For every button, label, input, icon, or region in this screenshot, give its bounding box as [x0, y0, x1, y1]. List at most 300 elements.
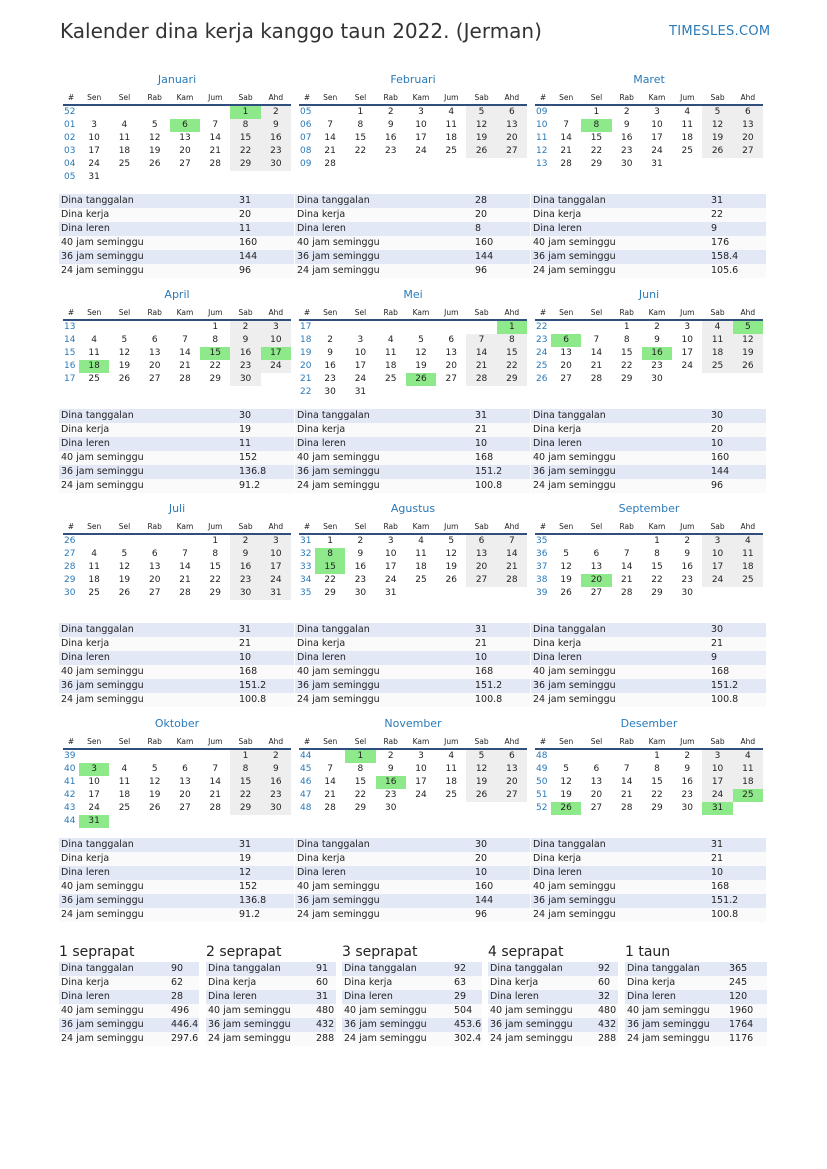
stat-value: 62 — [169, 976, 199, 990]
month-grid — [63, 520, 291, 600]
day-cell: 29 — [209, 374, 221, 384]
weekday-header: Jum — [672, 735, 702, 749]
day-cell: 20 — [179, 146, 191, 156]
day-cell: 20 — [733, 132, 763, 145]
day-cell: 18 — [445, 133, 457, 143]
week-row — [299, 360, 527, 373]
week-number: 20 — [300, 361, 312, 371]
day-cell: 13 — [148, 562, 161, 572]
day-cell — [230, 815, 260, 828]
weekday-header: # — [299, 91, 315, 105]
day-cell: 7 — [212, 764, 219, 774]
day-cell: 9 — [623, 120, 630, 130]
stat-value: 11 — [237, 437, 294, 451]
day-cell — [436, 320, 466, 334]
day-cell: 19 — [560, 575, 572, 585]
day-cell: 15 — [209, 562, 221, 572]
weekday-header: Sab — [230, 520, 260, 534]
week-row — [63, 802, 291, 815]
stat-value: 144 — [473, 250, 530, 264]
stat-label: Dina leren — [59, 866, 237, 880]
month-stats — [531, 194, 766, 278]
day-cell — [497, 158, 527, 171]
day-cell — [109, 534, 139, 548]
stat-value: 504 — [452, 1004, 482, 1018]
stat-value: 28 — [169, 990, 199, 1004]
week-row — [63, 320, 291, 334]
week-row — [299, 105, 527, 119]
stat-value: 90 — [169, 962, 199, 976]
day-cell: 23 — [384, 790, 397, 800]
stat-label: Dina kerja — [295, 208, 473, 222]
stat-label: Dina kerja — [295, 637, 473, 651]
day-cell: 27 — [445, 374, 457, 384]
weekday-header: # — [535, 91, 551, 105]
day-cell — [200, 171, 230, 184]
stat-value: 30 — [709, 623, 766, 637]
week-row — [299, 776, 527, 789]
week-number: 06 — [300, 120, 312, 130]
day-cell: 6 — [151, 335, 158, 345]
week-number: 35 — [300, 588, 312, 598]
day-cell: 29 — [651, 803, 663, 813]
weekday-header: Sab — [702, 306, 732, 320]
weekday-header: Rab — [612, 735, 642, 749]
day-cell: 5 — [466, 749, 496, 763]
stat-label: Dina leren — [59, 651, 237, 665]
week-number: 02 — [64, 133, 76, 143]
stat-label: 24 jam seminggu — [59, 693, 237, 707]
stat-label: 36 jam seminggu — [531, 250, 709, 264]
week-row — [299, 334, 527, 347]
day-cell: 31 — [79, 815, 109, 828]
summary-stats — [625, 962, 767, 1046]
day-cell: 28 — [209, 159, 221, 169]
month-calendar — [63, 717, 291, 828]
day-cell: 2 — [357, 536, 364, 546]
month-stats — [59, 194, 294, 278]
stat-value: 168 — [473, 665, 530, 679]
brand-logo[interactable]: TIMESLES.COM — [669, 24, 771, 39]
stat-value: 496 — [169, 1004, 199, 1018]
day-cell: 19 — [415, 361, 427, 371]
day-cell: 12 — [560, 562, 572, 572]
day-cell: 13 — [179, 133, 191, 143]
stat-value: 19 — [237, 423, 294, 437]
week-number: 33 — [300, 562, 312, 572]
day-cell: 30 — [354, 588, 367, 598]
weekday-header: Sab — [466, 91, 496, 105]
day-cell: 16 — [324, 361, 336, 371]
day-cell: 25 — [702, 360, 732, 373]
week-number: 52 — [536, 803, 548, 813]
day-cell: 11 — [88, 562, 100, 572]
week-number: 15 — [64, 348, 76, 358]
stat-label: 40 jam seminggu — [59, 665, 237, 679]
day-cell: 16 — [681, 777, 693, 787]
day-cell: 8 — [230, 119, 260, 132]
day-cell: 4 — [387, 335, 394, 345]
stat-label: Dina kerja — [59, 423, 237, 437]
stat-label: Dina leren — [295, 866, 473, 880]
day-cell — [551, 534, 581, 548]
day-cell: 14 — [620, 777, 633, 787]
day-cell: 15 — [315, 561, 345, 574]
stat-value: 168 — [709, 880, 766, 894]
day-cell — [406, 386, 436, 399]
weekday-header: Jum — [436, 520, 466, 534]
day-cell — [170, 171, 200, 184]
day-cell: 24 — [415, 146, 427, 156]
day-cell: 14 — [324, 133, 336, 143]
stat-value: 168 — [709, 665, 766, 679]
day-cell — [466, 802, 496, 815]
weekday-header: Sab — [230, 735, 260, 749]
month-name: Agustus — [390, 502, 436, 515]
week-number: 48 — [536, 751, 548, 761]
week-row — [63, 334, 291, 347]
day-cell: 30 — [620, 159, 633, 169]
stat-label: 36 jam seminggu — [488, 1018, 596, 1032]
day-cell — [406, 320, 436, 334]
month-calendar — [299, 502, 527, 600]
stat-value: 96 — [473, 908, 530, 922]
stat-value: 158.4 — [709, 250, 766, 264]
stat-label: 24 jam seminggu — [59, 1032, 169, 1046]
day-cell: 21 — [466, 360, 496, 373]
day-cell: 4 — [448, 107, 455, 117]
weekday-header: # — [63, 91, 79, 105]
day-cell: 1 — [230, 105, 260, 119]
stat-label: Dina tanggalan — [531, 194, 709, 208]
stat-label: Dina kerja — [488, 976, 596, 990]
day-cell: 17 — [261, 347, 291, 360]
weekday-header: Kam — [642, 735, 672, 749]
stat-value: 1764 — [727, 1018, 767, 1032]
day-cell: 14 — [560, 133, 572, 143]
day-cell: 24 — [702, 789, 732, 802]
stat-value: 91.2 — [237, 479, 294, 493]
day-cell: 8 — [654, 764, 660, 774]
week-number: 29 — [64, 575, 76, 585]
stat-label: 24 jam seminggu — [295, 264, 473, 278]
day-cell — [733, 587, 763, 600]
day-cell: 1 — [357, 107, 364, 117]
day-cell: 19 — [118, 575, 131, 585]
week-row — [299, 574, 527, 587]
day-cell: 4 — [448, 751, 455, 761]
day-cell: 26 — [118, 374, 131, 384]
stat-label: 36 jam seminggu — [342, 1018, 452, 1032]
stat-value: 100.8 — [709, 908, 766, 922]
day-cell: 24 — [261, 360, 291, 373]
stat-value: 20 — [709, 423, 766, 437]
day-cell — [376, 158, 406, 171]
stat-label: Dina leren — [295, 222, 473, 236]
day-cell: 24 — [88, 159, 100, 169]
day-cell — [406, 587, 436, 600]
weekday-header: Rab — [140, 306, 170, 320]
week-number: 42 — [64, 790, 76, 800]
stat-label: 36 jam seminggu — [59, 250, 237, 264]
stat-label: 24 jam seminggu — [59, 908, 237, 922]
day-cell — [261, 815, 291, 828]
day-cell: 25 — [733, 789, 763, 802]
weekday-header: Ahd — [733, 306, 763, 320]
stat-label: 24 jam seminggu — [531, 908, 709, 922]
day-cell: 22 — [324, 575, 336, 585]
day-cell: 19 — [118, 361, 131, 371]
day-cell: 16 — [384, 133, 397, 143]
day-cell — [406, 802, 436, 815]
day-cell: 13 — [497, 763, 527, 776]
day-cell: 1 — [230, 749, 260, 763]
day-cell — [702, 158, 732, 171]
month-stats — [531, 838, 766, 922]
week-number: 47 — [300, 790, 312, 800]
day-cell: 17 — [384, 562, 397, 572]
weekday-header: Jum — [200, 735, 230, 749]
stat-label: Dina leren — [59, 990, 169, 1004]
stat-label: Dina tanggalan — [295, 194, 473, 208]
stat-label: Dina kerja — [531, 637, 709, 651]
weekday-header: Ahd — [261, 735, 291, 749]
summary-title: 4 seprapat — [488, 944, 564, 960]
day-cell: 10 — [415, 764, 427, 774]
week-row — [299, 789, 527, 802]
day-cell — [79, 534, 109, 548]
day-cell: 18 — [681, 133, 693, 143]
day-cell: 22 — [209, 361, 221, 371]
week-row — [299, 763, 527, 776]
day-cell: 17 — [415, 133, 427, 143]
stat-value: 60 — [314, 976, 336, 990]
day-cell: 14 — [466, 347, 496, 360]
day-cell — [551, 320, 581, 334]
stat-label: 24 jam seminggu — [531, 693, 709, 707]
week-number: 10 — [536, 120, 548, 130]
weekday-header: Sen — [551, 91, 581, 105]
day-cell — [345, 158, 375, 171]
weekday-header: Sen — [315, 520, 345, 534]
day-cell: 27 — [497, 145, 527, 158]
weekday-header: Ahd — [261, 520, 291, 534]
day-cell — [140, 320, 170, 334]
day-cell: 21 — [497, 561, 527, 574]
week-number: 38 — [536, 575, 548, 585]
weekday-header: Jum — [200, 306, 230, 320]
day-cell: 24 — [88, 803, 100, 813]
day-cell: 2 — [387, 107, 394, 117]
day-cell — [581, 320, 611, 334]
stat-value: 302.4 — [454, 1033, 482, 1044]
day-cell: 25 — [384, 374, 397, 384]
day-cell: 3 — [261, 320, 291, 334]
day-cell: 16 — [230, 561, 260, 574]
week-number: 14 — [64, 335, 76, 345]
weekday-header: Ahd — [261, 306, 291, 320]
stat-value: 152 — [237, 451, 294, 465]
day-cell: 28 — [179, 374, 191, 384]
week-row — [535, 373, 763, 386]
stat-label: Dina tanggalan — [59, 623, 237, 637]
day-cell: 30 — [681, 588, 693, 598]
month-calendar — [63, 288, 291, 386]
day-cell: 27 — [148, 374, 161, 384]
day-cell: 30 — [651, 374, 663, 384]
stat-value: 168 — [237, 665, 294, 679]
week-number: 07 — [300, 133, 312, 143]
week-row — [63, 534, 291, 548]
week-row — [535, 561, 763, 574]
stat-label: Dina leren — [531, 866, 709, 880]
day-cell: 21 — [620, 790, 633, 800]
day-cell: 25 — [733, 574, 763, 587]
stat-value: 168 — [473, 451, 530, 465]
week-row — [535, 320, 763, 334]
day-cell: 28 — [324, 159, 336, 169]
stat-label: 24 jam seminggu — [531, 479, 709, 493]
stat-value: 151.2 — [473, 465, 530, 479]
day-cell — [497, 386, 527, 399]
day-cell: 16 — [620, 133, 633, 143]
weekday-header: Jum — [672, 306, 702, 320]
day-cell: 7 — [327, 764, 333, 774]
week-number: 25 — [536, 361, 548, 371]
stat-value: 160 — [473, 880, 530, 894]
stat-value: 11 — [237, 222, 294, 236]
week-row — [63, 119, 291, 132]
stat-value: 144 — [473, 894, 530, 908]
day-cell: 16 — [261, 776, 291, 789]
day-cell: 5 — [121, 335, 128, 345]
stat-label: Dina leren — [488, 990, 596, 1004]
day-cell: 27 — [590, 803, 603, 813]
day-cell: 28 — [179, 588, 191, 598]
stat-label: 24 jam seminggu — [295, 693, 473, 707]
stat-value: 136.8 — [237, 465, 294, 479]
stat-label: 24 jam seminggu — [488, 1032, 596, 1046]
weekday-header: Kam — [406, 735, 436, 749]
day-cell: 30 — [384, 803, 397, 813]
summary-stats — [342, 962, 482, 1046]
day-cell: 3 — [79, 763, 109, 776]
week-row — [535, 132, 763, 145]
week-row — [299, 158, 527, 171]
month-stats — [531, 409, 766, 493]
week-number: 09 — [536, 107, 548, 117]
day-cell: 2 — [230, 320, 260, 334]
day-cell: 15 — [590, 133, 603, 143]
weekday-header: Rab — [376, 520, 406, 534]
week-number: 30 — [64, 588, 76, 598]
day-cell: 13 — [560, 348, 572, 358]
week-number: 51 — [536, 790, 548, 800]
summary-title: 1 seprapat — [59, 944, 135, 960]
day-cell: 21 — [179, 361, 191, 371]
day-cell — [612, 534, 642, 548]
stat-value: 96 — [237, 264, 294, 278]
month-calendar — [299, 288, 527, 399]
stat-value: 176 — [709, 236, 766, 250]
day-cell — [315, 320, 345, 334]
day-cell: 3 — [684, 322, 691, 332]
day-cell: 15 — [651, 562, 663, 572]
week-number: 13 — [64, 322, 76, 332]
day-cell: 21 — [560, 146, 572, 156]
week-number: 19 — [300, 348, 312, 358]
day-cell: 18 — [118, 146, 131, 156]
day-cell — [79, 320, 109, 334]
day-cell — [315, 749, 345, 763]
week-row — [63, 373, 291, 386]
weekday-header: Sab — [230, 306, 260, 320]
weekday-header: Rab — [140, 520, 170, 534]
week-number: 22 — [536, 322, 548, 332]
day-cell — [497, 587, 527, 600]
day-cell — [79, 105, 109, 119]
month-name: September — [618, 502, 680, 515]
day-cell — [406, 158, 436, 171]
month-grid — [299, 520, 527, 600]
summary-title: 1 taun — [625, 944, 671, 960]
week-number: 36 — [536, 549, 548, 559]
day-cell: 10 — [651, 120, 663, 130]
day-cell: 6 — [593, 764, 600, 774]
day-cell: 15 — [354, 133, 367, 143]
stat-value: 1960 — [727, 1004, 767, 1018]
week-number: 16 — [64, 361, 76, 371]
stat-value: 100.8 — [473, 693, 530, 707]
day-cell: 28 — [620, 803, 633, 813]
week-number: 17 — [300, 322, 312, 332]
day-cell: 27 — [466, 574, 496, 587]
day-cell: 3 — [654, 107, 660, 117]
day-cell: 1 — [212, 536, 219, 546]
stat-value: 10 — [709, 437, 766, 451]
day-cell: 5 — [151, 764, 158, 774]
day-cell: 3 — [418, 107, 424, 117]
day-cell: 6 — [170, 119, 200, 132]
summary-stats — [206, 962, 336, 1046]
weekday-header: Sel — [109, 91, 139, 105]
week-row — [63, 763, 291, 776]
week-row — [63, 158, 291, 171]
day-cell — [140, 171, 170, 184]
weekday-header: Sel — [109, 306, 139, 320]
week-row — [63, 132, 291, 145]
month-grid — [299, 91, 527, 171]
day-cell — [140, 815, 170, 828]
month-grid — [535, 91, 763, 171]
day-cell: 27 — [560, 374, 572, 384]
day-cell: 17 — [415, 777, 427, 787]
stat-label: 36 jam seminggu — [59, 465, 237, 479]
stat-value: 160 — [237, 236, 294, 250]
stat-label: 36 jam seminggu — [531, 465, 709, 479]
day-cell — [436, 802, 466, 815]
weekday-header: Sel — [345, 735, 375, 749]
month-name: Desember — [620, 717, 678, 730]
day-cell: 27 — [733, 145, 763, 158]
week-number: 45 — [300, 764, 312, 774]
day-cell: 1 — [593, 107, 600, 117]
day-cell: 13 — [590, 562, 603, 572]
day-cell: 12 — [148, 133, 161, 143]
day-cell: 5 — [733, 320, 763, 334]
weekday-header: # — [535, 306, 551, 320]
day-cell — [497, 802, 527, 815]
